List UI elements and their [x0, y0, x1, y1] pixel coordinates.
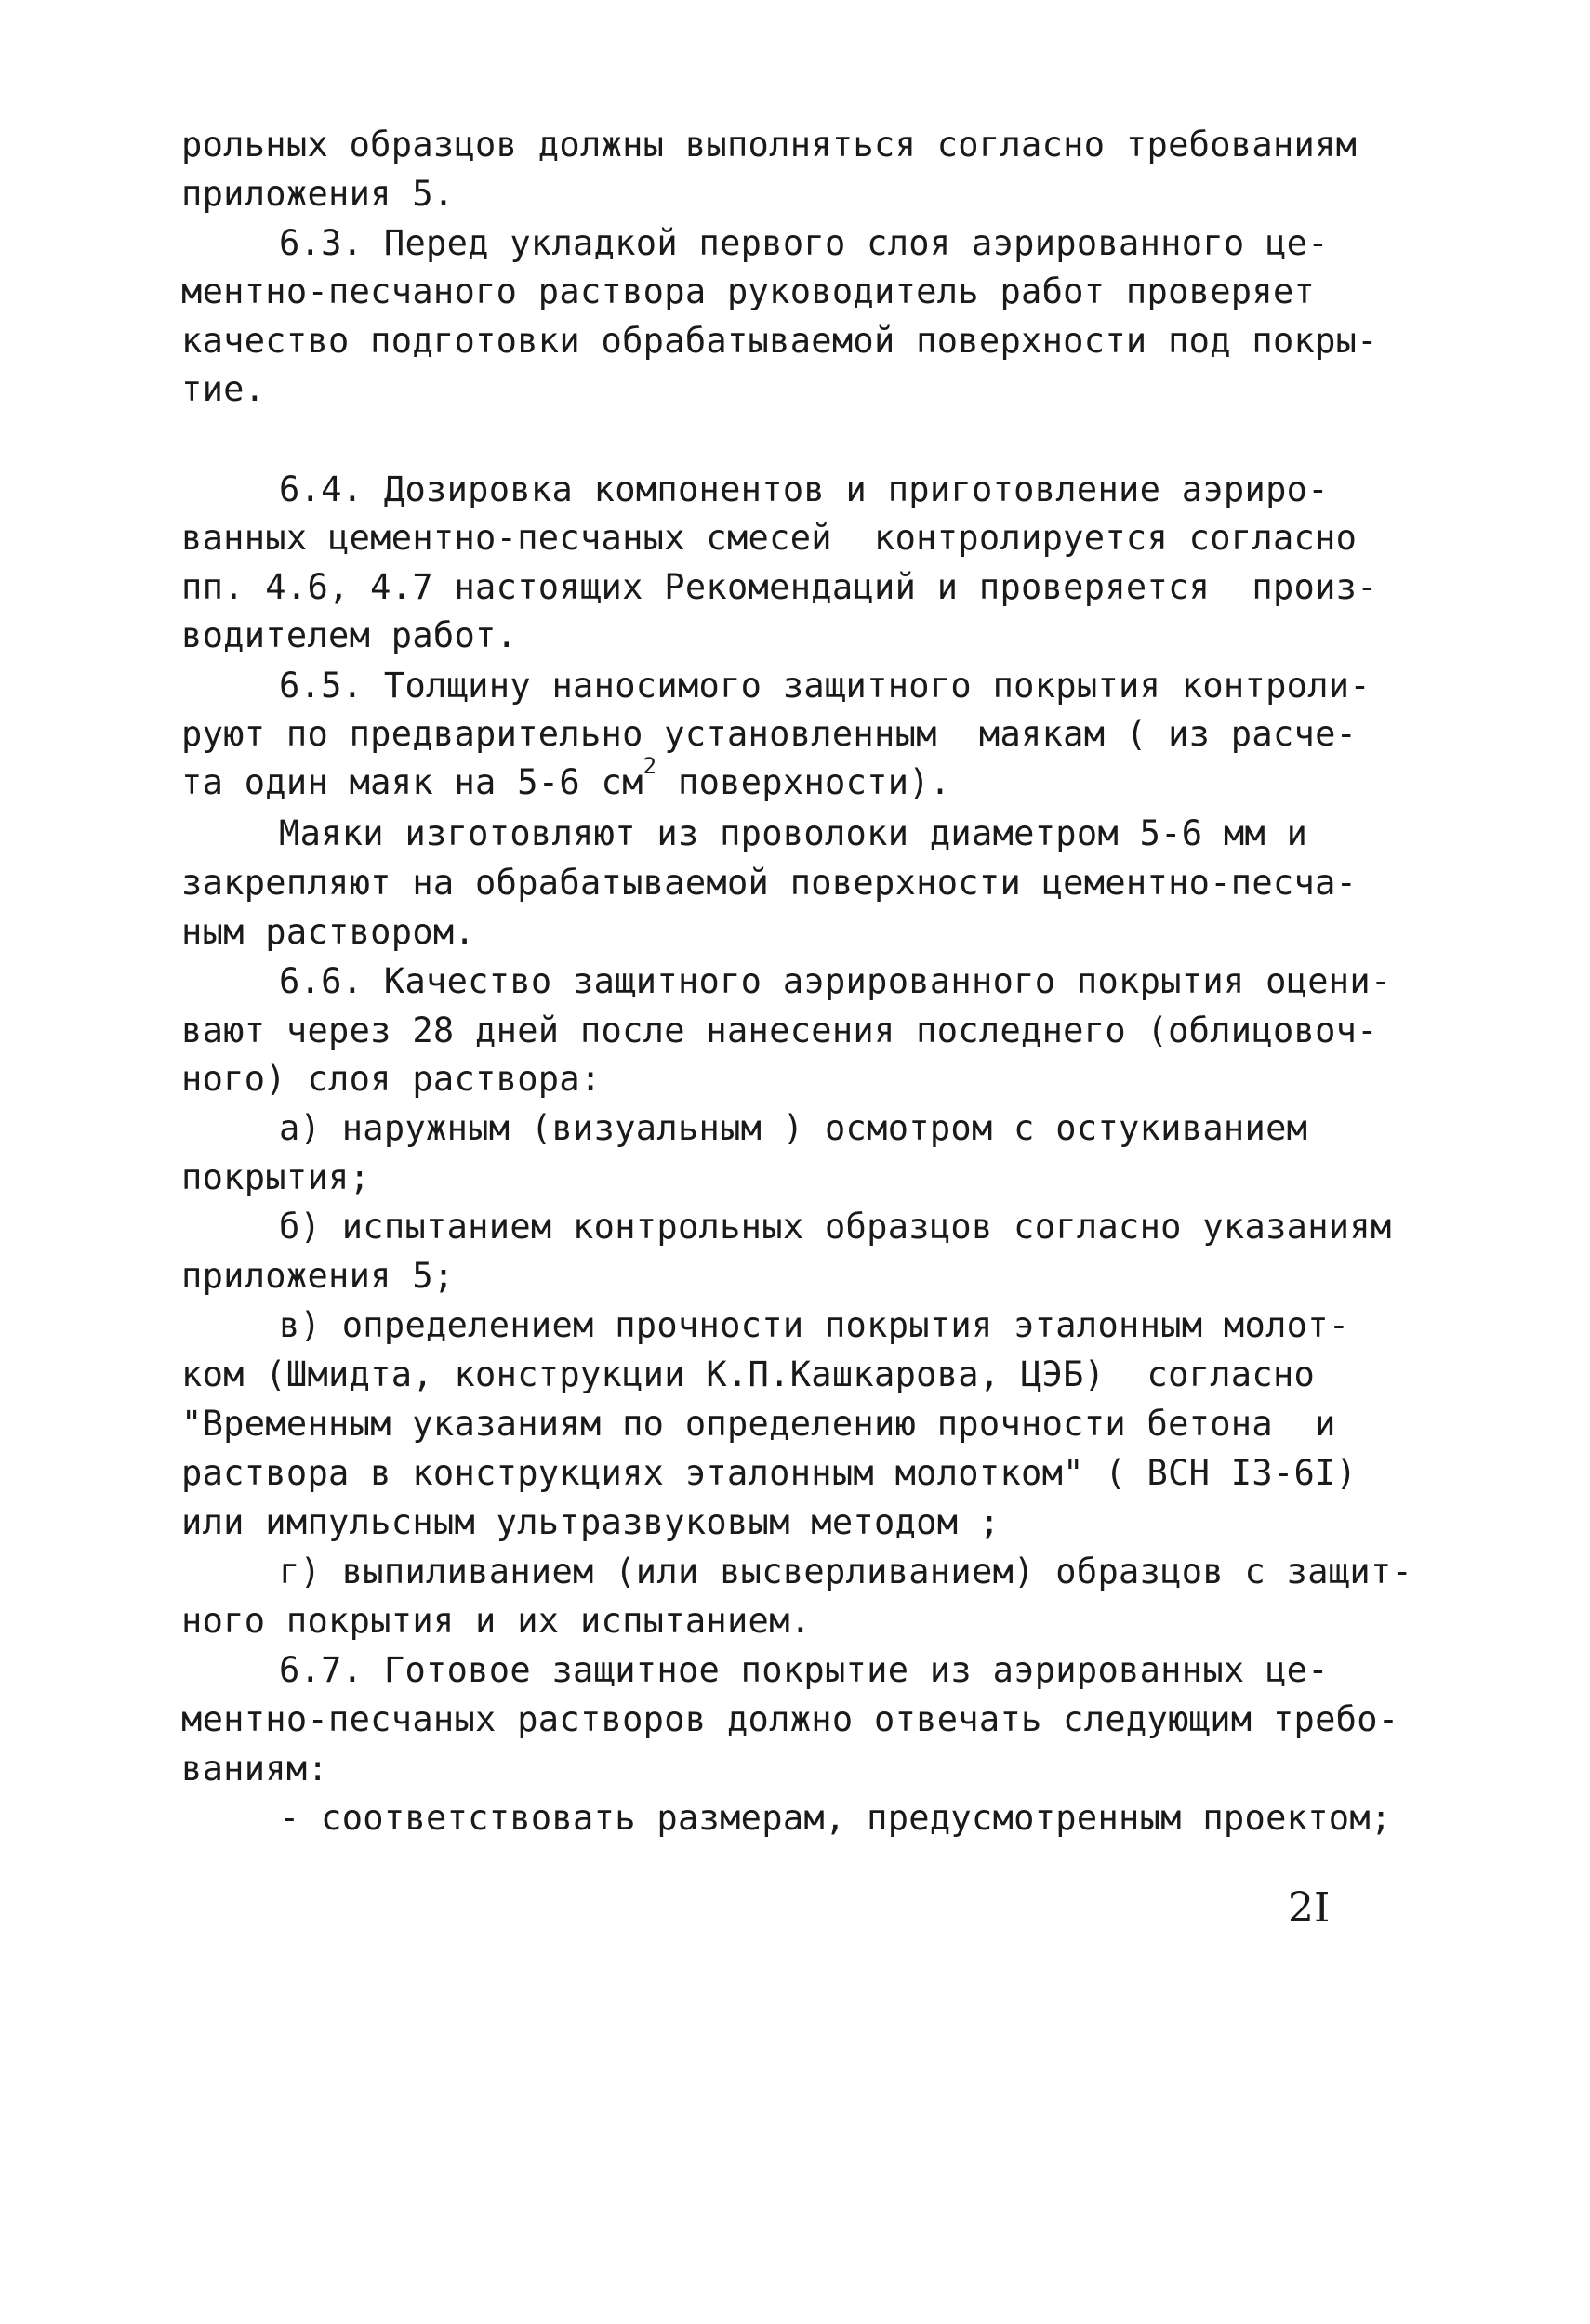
text-line: пп. 4.6, 4.7 настоящих Рекомендаций и проверяется произ- [181, 567, 1378, 607]
text-line: в) определением прочности покрытия эталонным молот- [279, 1305, 1350, 1345]
text-line: г) выпиливанием (или высверливанием) образцов с защит- [279, 1552, 1413, 1591]
superscript: 2 [643, 753, 657, 779]
text-line: ментно-песчаного раствора руководитель работ проверяет [181, 271, 1316, 311]
text-line: приложения 5; [181, 1256, 455, 1296]
text-line: - соответствовать размерам, предусмотренным проектом; [279, 1798, 1392, 1838]
text-line: ного) слоя раствора: [181, 1059, 602, 1099]
text-line: а) наружным (визуальным ) осмотром с остукиванием [279, 1108, 1308, 1148]
text-line: "Временным указаниям по определению прочности бетона и [181, 1404, 1336, 1444]
text-line: ком (Шмидта, конструкции К.П.Кашкарова, ЦЭБ) согласно [181, 1354, 1316, 1394]
text-line: рольных образцов должны выполняться согласно требованиям [181, 125, 1358, 165]
text-line: ванных цементно-песчаных смесей контролируется согласно [181, 518, 1358, 558]
text-line: покрытия; [181, 1157, 371, 1197]
text-line: ным раствором. [181, 912, 476, 952]
text-span: поверхности). [656, 762, 951, 802]
text-line: 6.7. Готовое защитное покрытие из аэрированных це- [279, 1650, 1329, 1690]
text-line: Маяки изготовляют из проволоки диаметром 5-6 мм и [279, 813, 1308, 853]
page-number: 2I [1288, 1884, 1331, 1932]
text-line: ваниям: [181, 1749, 329, 1789]
text-line: тие. [181, 369, 266, 409]
text-line [181, 753, 951, 803]
text-line: водителем работ. [181, 615, 518, 655]
text-span: та один маяк на 5-6 см [181, 762, 643, 802]
text-line: закрепляют на обрабатываемой поверхности цементно-песча- [181, 863, 1358, 903]
text-line: раствора в конструкциях эталонным молотком" ( ВСН I3-6I) [181, 1453, 1358, 1493]
text-line: руют по предварительно установленным маякам ( из расче- [181, 714, 1358, 754]
text-line: вают через 28 дней после нанесения последнего (облицовоч- [181, 1010, 1378, 1050]
text-line: 6.3. Перед укладкой первого слоя аэрированного це- [279, 223, 1329, 263]
text-line: ного покрытия и их испытанием. [181, 1601, 812, 1641]
text-line: 6.6. Качество защитного аэрированного покрытия оцени- [279, 961, 1392, 1001]
text-line: 6.5. Толщину наносимого защитного покрытия контроли- [279, 666, 1371, 706]
text-line: или импульсным ультразвуковым методом ; [181, 1502, 1000, 1542]
text-line: 6.4. Дозировка компонентов и приготовление аэриро- [279, 469, 1329, 509]
text-line: качество подготовки обрабатываемой поверхности под покры- [181, 321, 1378, 361]
text-line: приложения 5. [181, 174, 455, 214]
text-line: ментно-песчаных растворов должно отвечать следующим требо- [181, 1699, 1399, 1739]
text-line: б) испытанием контрольных образцов согласно указаниям [279, 1207, 1392, 1247]
